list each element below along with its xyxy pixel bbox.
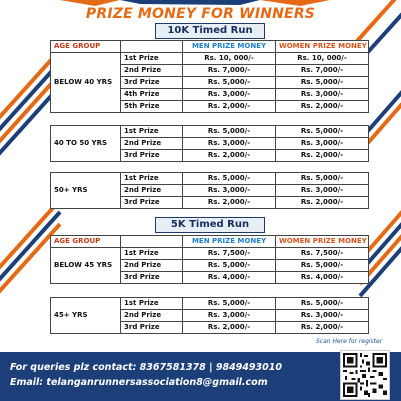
women-amount-cell: Rs. 7,500/- <box>276 248 369 260</box>
rank-cell: 3rd Prize <box>121 197 183 209</box>
section-title-10k: 10K Timed Run <box>155 23 265 39</box>
women-amount-cell: Rs. 10, 000/- <box>276 53 369 65</box>
men-amount-cell: Rs. 3,000/- <box>183 138 276 150</box>
table-row <box>51 173 369 185</box>
rank-cell: 3rd Prize <box>121 272 183 284</box>
men-amount-cell: Rs. 5,000/- <box>183 298 276 310</box>
women-amount-cell: Rs. 2,000/- <box>276 150 369 162</box>
page-title: PRIZE MONEY FOR WINNERS <box>85 6 316 22</box>
email-line: Email: telanganrunnersassociation8@gmail.com <box>10 377 268 388</box>
men-amount-cell: Rs. 5,000/- <box>183 126 276 138</box>
table-row <box>51 298 369 310</box>
men-prize-header: MEN PRIZE MONEY <box>183 236 276 248</box>
women-amount-cell: Rs. 3,000/- <box>276 185 369 197</box>
rank-cell: 1st Prize <box>121 126 183 138</box>
qr-code-icon[interactable] <box>340 350 390 400</box>
table-header-row <box>51 41 369 53</box>
men-amount-cell: Rs. 2,000/- <box>183 150 276 162</box>
men-amount-cell: Rs. 7,500/- <box>183 248 276 260</box>
blank-header <box>121 236 183 248</box>
women-prize-header: WOMEN PRIZE MONEY <box>276 41 369 53</box>
rank-cell: 2nd Prize <box>121 260 183 272</box>
section-title-5k: 5K Timed Run <box>155 217 265 233</box>
men-prize-header: MEN PRIZE MONEY <box>183 41 276 53</box>
men-amount-cell: Rs. 4,000/- <box>183 272 276 284</box>
men-amount-cell: Rs. 7,000/- <box>183 65 276 77</box>
age-group-cell: 50+ YRS <box>51 173 121 209</box>
rank-cell: 4th Prize <box>121 89 183 101</box>
men-amount-cell: Rs. 3,000/- <box>183 185 276 197</box>
table-5k-45plus <box>50 297 369 334</box>
age-group-cell: BELOW 40 YRS <box>51 53 121 113</box>
women-amount-cell: Rs. 3,000/- <box>276 89 369 101</box>
women-amount-cell: Rs. 3,000/- <box>276 310 369 322</box>
women-amount-cell: Rs. 2,000/- <box>276 322 369 334</box>
age-group-header: AGE GROUP <box>51 236 121 248</box>
table-row <box>51 126 369 138</box>
women-amount-cell: Rs. 5,000/- <box>276 77 369 89</box>
table-header-row <box>51 236 369 248</box>
age-group-header: AGE GROUP <box>51 41 121 53</box>
age-group-cell: BELOW 45 YRS <box>51 248 121 284</box>
women-amount-cell: Rs. 5,000/- <box>276 298 369 310</box>
rank-cell: 3rd Prize <box>121 150 183 162</box>
rank-cell: 5th Prize <box>121 101 183 113</box>
men-amount-cell: Rs. 2,000/- <box>183 197 276 209</box>
age-group-cell: 45+ YRS <box>51 298 121 334</box>
men-amount-cell: Rs. 5,000/- <box>183 260 276 272</box>
women-amount-cell: Rs. 5,000/- <box>276 173 369 185</box>
men-amount-cell: Rs. 10, 000/- <box>183 53 276 65</box>
women-amount-cell: Rs. 2,000/- <box>276 197 369 209</box>
table-5k-below45 <box>50 235 369 284</box>
rank-cell: 1st Prize <box>121 248 183 260</box>
men-amount-cell: Rs. 5,000/- <box>183 173 276 185</box>
women-prize-header: WOMEN PRIZE MONEY <box>276 236 369 248</box>
men-amount-cell: Rs. 3,000/- <box>183 89 276 101</box>
blank-header <box>121 41 183 53</box>
rank-cell: 3rd Prize <box>121 77 183 89</box>
table-10k-below40 <box>50 40 369 113</box>
rank-cell: 1st Prize <box>121 53 183 65</box>
rank-cell: 2nd Prize <box>121 138 183 150</box>
table-10k-50plus <box>50 172 369 209</box>
rank-cell: 2nd Prize <box>121 310 183 322</box>
table-row <box>51 248 369 260</box>
rank-cell: 3rd Prize <box>121 322 183 334</box>
table-10k-40to50 <box>50 125 369 162</box>
rank-cell: 2nd Prize <box>121 65 183 77</box>
age-group-cell: 40 TO 50 YRS <box>51 126 121 162</box>
rank-cell: 1st Prize <box>121 173 183 185</box>
scan-label: Scan Here for register <box>316 338 383 345</box>
men-amount-cell: Rs. 2,000/- <box>183 101 276 113</box>
women-amount-cell: Rs. 5,000/- <box>276 260 369 272</box>
men-amount-cell: Rs. 2,000/- <box>183 322 276 334</box>
women-amount-cell: Rs. 5,000/- <box>276 126 369 138</box>
rank-cell: 2nd Prize <box>121 185 183 197</box>
women-amount-cell: Rs. 4,000/- <box>276 272 369 284</box>
contact-line: For queries plz contact: 8367581378 | 9849493010 <box>10 362 282 373</box>
table-row <box>51 53 369 65</box>
rank-cell: 1st Prize <box>121 298 183 310</box>
women-amount-cell: Rs. 7,000/- <box>276 65 369 77</box>
men-amount-cell: Rs. 3,000/- <box>183 310 276 322</box>
women-amount-cell: Rs. 3,000/- <box>276 138 369 150</box>
men-amount-cell: Rs. 5,000/- <box>183 77 276 89</box>
women-amount-cell: Rs. 2,000/- <box>276 101 369 113</box>
